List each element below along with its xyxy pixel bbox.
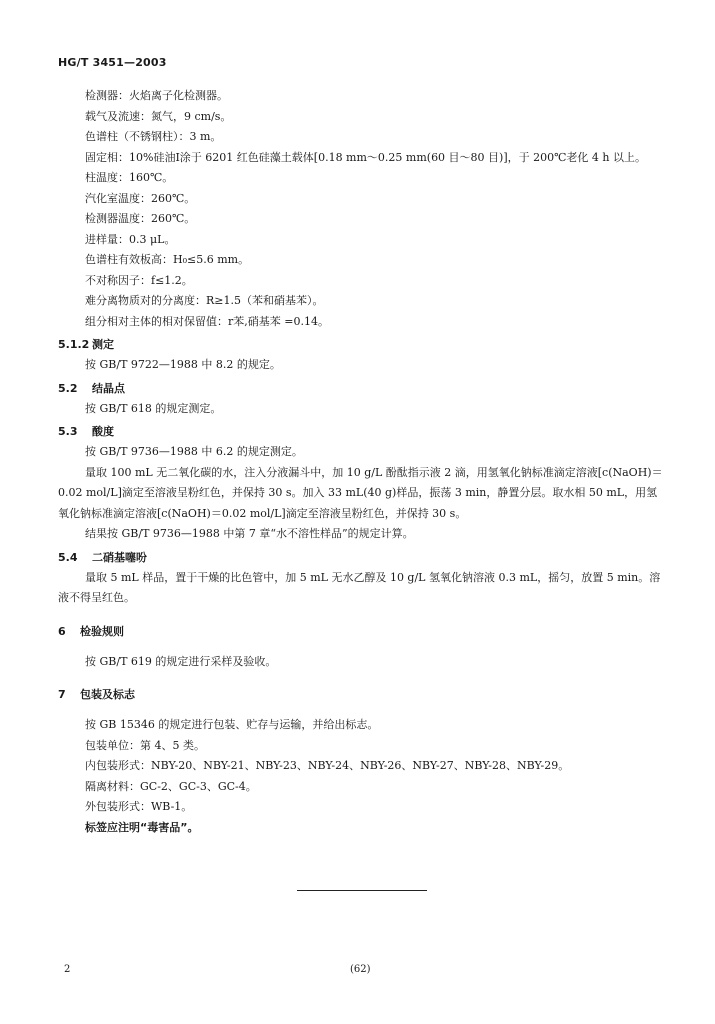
end-rule <box>297 890 427 891</box>
param-detector-temp: 检测器温度：260℃。 <box>85 212 196 225</box>
param-asymmetry: 不对称因子：f≤1.2。 <box>85 273 193 287</box>
param-stationary-phase: 固定相：10%硅油Ⅰ涂于 6201 红色硅藻土载体[0.18 mm～0.25 mm(60 目～80 目)]，于 200℃老化 4 h 以上。 <box>85 150 647 164</box>
section-7-label-note: 标签应注明“毒害品”。 <box>85 820 199 834</box>
section-heading-5-3 <box>58 421 668 442</box>
section-number: 5.1.2 <box>58 338 90 351</box>
section-number: 5.3 <box>58 425 78 438</box>
param-carrier-gas: 载气及流速：氮气，9 cm/s。 <box>85 109 232 123</box>
document-body <box>58 86 668 838</box>
section-5-3-text-3: 结果按 GB/T 9736—1988 中第 7 章“水不溶性样品”的规定计算。 <box>85 527 414 540</box>
section-5-3-text-2: 量取 100 mL 无二氧化碳的水，注入分液漏斗中，加 10 g/L 酚酞指示液 2 滴，用氢氧化钠标准滴定溶液[c(NaOH)＝0.02 mol/L]滴定至溶液呈粉红色，并保持 30 s。加入 33 mL(40 g)样品，振荡 3 min，静置分层。取水相 50 mL，用氢氧化钠标准滴定溶液[c(NaOH)＝0.02 mol/L]滴定至溶液呈粉红色，并保持 30 s。 <box>58 465 663 520</box>
section-6-text: 按 GB/T 619 的规定进行采样及验收。 <box>85 654 277 668</box>
section-7-line-1: 按 GB 15346 的规定进行包装、贮存与运输，并给出标志。 <box>85 718 379 731</box>
section-number: 5.2 <box>58 381 78 395</box>
section-number: 7 <box>58 688 66 701</box>
section-5-4-text: 量取 5 mL 样品，置于干燥的比色管中，加 5 mL 无水乙醇及 10 g/L 氢氧化钠溶液 0.3 mL，摇匀，放置 5 min。溶液不得呈红色。 <box>58 570 661 604</box>
section-7-line-4: 隔离材料：GC-2、GC-3、GC-4。 <box>85 779 257 793</box>
section-number: 5.4 <box>58 550 78 564</box>
section-heading-7 <box>58 684 668 705</box>
param-column: 色谱柱（不锈钢柱）：3 m。 <box>85 130 222 143</box>
standard-code-header: HG/T 3451—2003 <box>58 56 167 69</box>
section-7-line-2: 包装单位：第 4、5 类。 <box>85 738 205 752</box>
param-vaporizer-temp: 汽化室温度：260℃。 <box>85 191 196 205</box>
section-heading-6 <box>58 621 668 642</box>
page-number: 2 <box>64 964 71 975</box>
param-injection-volume: 进样量：0.3 μL。 <box>85 232 176 246</box>
param-resolution: 难分离物质对的分离度：R≥1.5（苯和硝基苯）。 <box>85 294 324 307</box>
param-detector: 检测器：火焰离子化检测器。 <box>85 89 228 102</box>
section-heading-5-4 <box>58 547 668 568</box>
section-title: 检验规则 <box>80 624 124 638</box>
section-title: 测定 <box>92 338 114 351</box>
section-7-line-3: 内包装形式：NBY-20、NBY-21、NBY-23、NBY-24、NBY-26、NBY-27、NBY-28、NBY-29。 <box>85 759 570 772</box>
section-7-line-5: 外包装形式：WB-1。 <box>85 800 193 813</box>
section-number: 6 <box>58 624 66 638</box>
footer-page-code: (62) <box>350 964 371 975</box>
section-title: 结晶点 <box>92 381 125 395</box>
section-5-2-text: 按 GB/T 618 的规定测定。 <box>85 401 222 415</box>
param-column-temp: 柱温度：160℃。 <box>85 171 174 184</box>
param-plate-height: 色谱柱有效板高：H₀≤5.6 mm。 <box>85 253 250 266</box>
section-5-3-text-1: 按 GB/T 9736—1988 中 6.2 的规定测定。 <box>85 445 303 458</box>
param-relative-retention: 组分相对主体的相对保留值：r苯,硝基苯 =0.14。 <box>85 314 329 328</box>
section-title: 包装及标志 <box>80 688 135 701</box>
section-heading-5-1-2 <box>58 334 668 355</box>
section-heading-5-2 <box>58 378 668 399</box>
section-5-1-2-text: 按 GB/T 9722—1988 中 8.2 的规定。 <box>85 358 281 371</box>
section-title: 二硝基噻吩 <box>92 550 147 564</box>
section-title: 酸度 <box>92 425 114 438</box>
